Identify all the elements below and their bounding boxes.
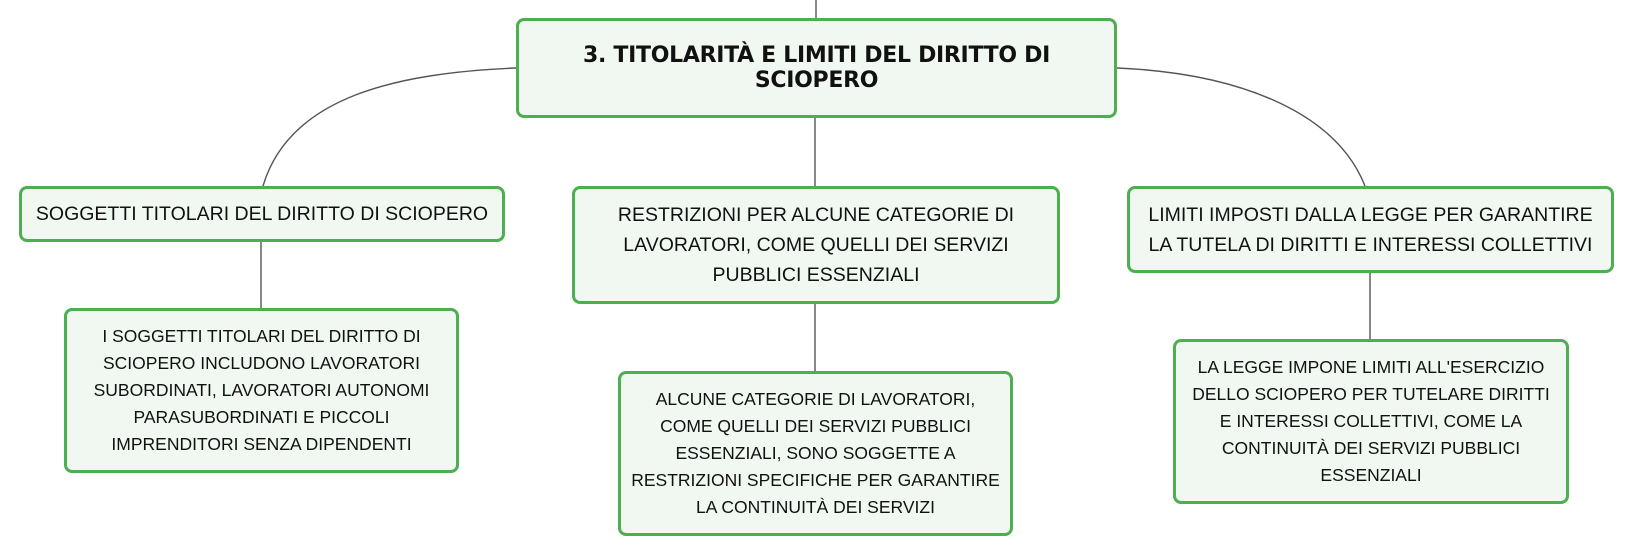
detail-restrizioni[interactable]	[618, 371, 1013, 536]
branch-label: SOGGETTI TITOLARI DEL DIRITTO DI SCIOPERO	[35, 203, 489, 225]
branch-restrizioni[interactable]	[572, 186, 1060, 304]
connector-root-right	[1117, 68, 1365, 186]
detail-label: LA LEGGE IMPONE LIMITI ALL'ESERCIZIO DELLO SCIOPERO PER TUTELARE DIRITTI E INTERESSI COLLETTIVI, COME LA CONTINUITÀ DEI SERVIZI PUBBLICI ESSENZIALI	[1192, 357, 1550, 485]
root-topic-label: 3. TITOLARITÀ E LIMITI DEL DIRITTO DI SCIOPERO	[583, 43, 1050, 93]
branch-soggetti-titolari[interactable]	[19, 186, 505, 242]
connector-root-left	[263, 68, 516, 186]
branch-limiti-legge[interactable]	[1127, 186, 1614, 273]
detail-label: I SOGGETTI TITOLARI DEL DIRITTO DI SCIOPERO INCLUDONO LAVORATORI SUBORDINATI, LAVORATORI AUTONOMI PARASUBORDINATI E PICCOLI IMPRENDITORI SENZA DIPENDENTI	[93, 326, 430, 454]
detail-limiti-legge[interactable]	[1173, 339, 1569, 504]
detail-label: ALCUNE CATEGORIE DI LAVORATORI, COME QUELLI DEI SERVIZI PUBBLICI ESSENZIALI, SONO SOGGETTE A RESTRIZIONI SPECIFICHE PER GARANTIRE LA CONTINUITÀ DEI SERVIZI	[631, 389, 1000, 517]
branch-label: RESTRIZIONI PER ALCUNE CATEGORIE DI LAVORATORI, COME QUELLI DEI SERVIZI PUBBLICI ESSENZIALI	[617, 204, 1015, 286]
detail-soggetti-titolari[interactable]	[64, 308, 459, 473]
root-topic[interactable]	[516, 18, 1117, 118]
branch-label: LIMITI IMPOSTI DALLA LEGGE PER GARANTIRE LA TUTELA DI DIRITTI E INTERESSI COLLETTIVI	[1148, 203, 1593, 256]
